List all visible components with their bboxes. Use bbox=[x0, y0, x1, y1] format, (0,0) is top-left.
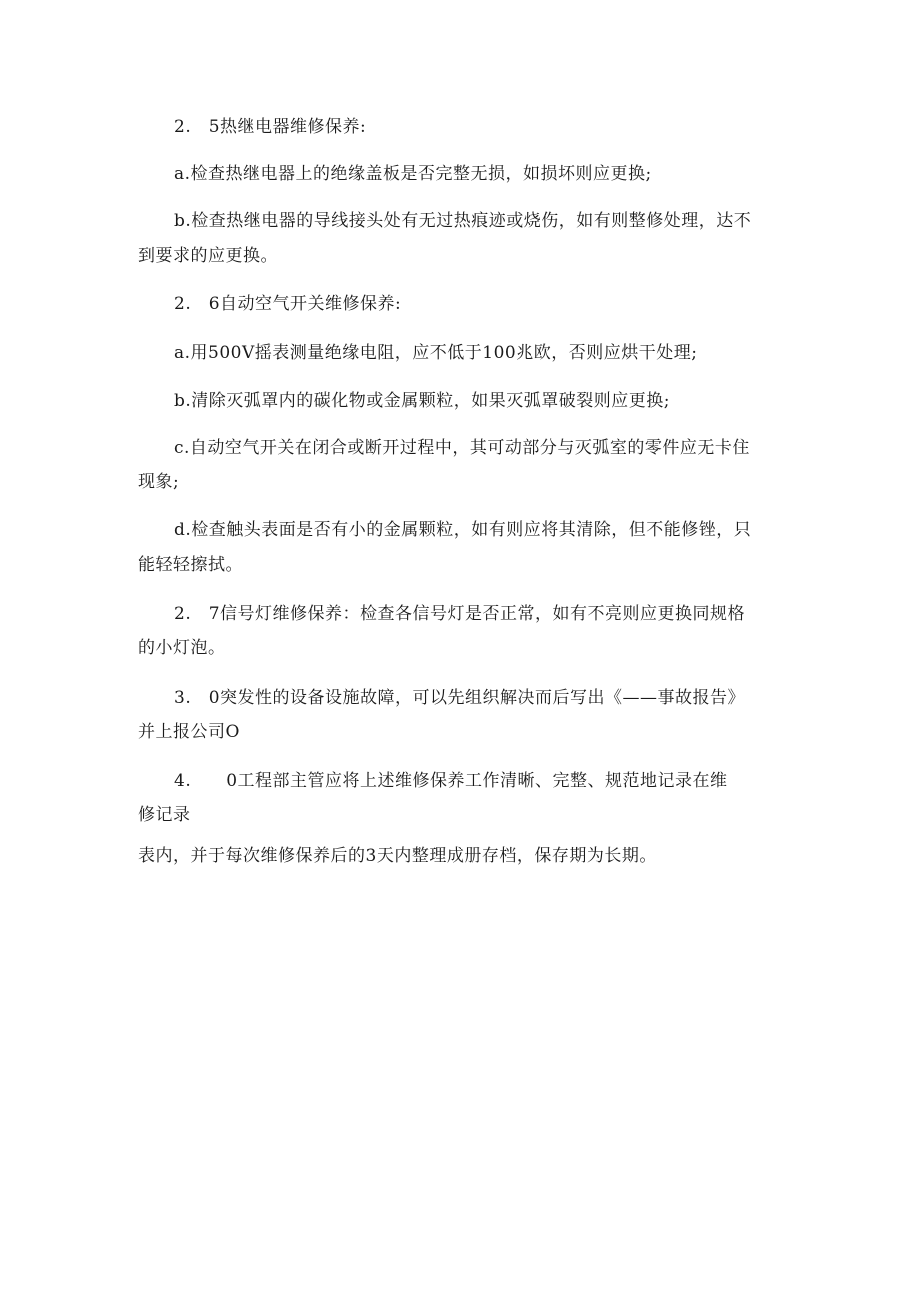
section-4-0-line-1: 4. 0工程部主管应将上述维修保养工作清晰、完整、规范地记录在维 bbox=[174, 771, 728, 791]
section-2-7-line-1: 2. 7信号灯维修保养：检查各信号灯是否正常，如有不亮则应更换同规格 bbox=[174, 604, 746, 624]
item-2-5-b-line-2: 到要求的应更换。 bbox=[138, 246, 278, 266]
section-2-7-line-2: 的小灯泡。 bbox=[138, 638, 226, 658]
item-2-6-d-line-1: d.检查触头表面是否有小的金属颗粒，如有则应将其清除，但不能修锉，只 bbox=[174, 520, 752, 540]
item-2-5-a: a.检查热继电器上的绝缘盖板是否完整无损，如损坏则应更换; bbox=[174, 164, 652, 184]
item-2-6-b: b.清除灭弧罩内的碳化物或金属颗粒，如果灭弧罩破裂则应更换; bbox=[174, 391, 671, 411]
section-4-0-line-2: 修记录 bbox=[138, 805, 191, 825]
section-4-0-line-3: 表内，并于每次维修保养后的3天内整理成册存档，保存期为长期。 bbox=[138, 846, 657, 866]
item-2-5-b-line-1: b.检查热继电器的导线接头处有无过热痕迹或烧伤，如有则整修处理，达不 bbox=[174, 211, 752, 231]
item-2-6-a: a.用500V摇表测量绝缘电阻，应不低于100兆欧，否则应烘干处理; bbox=[174, 343, 698, 363]
section-2-5-heading: 2. 5热继电器维修保养: bbox=[174, 117, 367, 137]
section-3-0-line-2: 并上报公司O bbox=[138, 722, 240, 742]
item-2-6-c-line-1: c.自动空气开关在闭合或断开过程中，其可动部分与灭弧室的零件应无卡住 bbox=[174, 438, 750, 458]
section-2-6-heading: 2. 6自动空气开关维修保养: bbox=[174, 294, 402, 314]
section-3-0-line-1: 3. 0突发性的设备设施故障，可以先组织解决而后写出《——事故报告》 bbox=[174, 688, 746, 708]
item-2-6-d-line-2: 能轻轻擦拭。 bbox=[138, 555, 243, 575]
item-2-6-c-line-2: 现象; bbox=[138, 472, 180, 492]
